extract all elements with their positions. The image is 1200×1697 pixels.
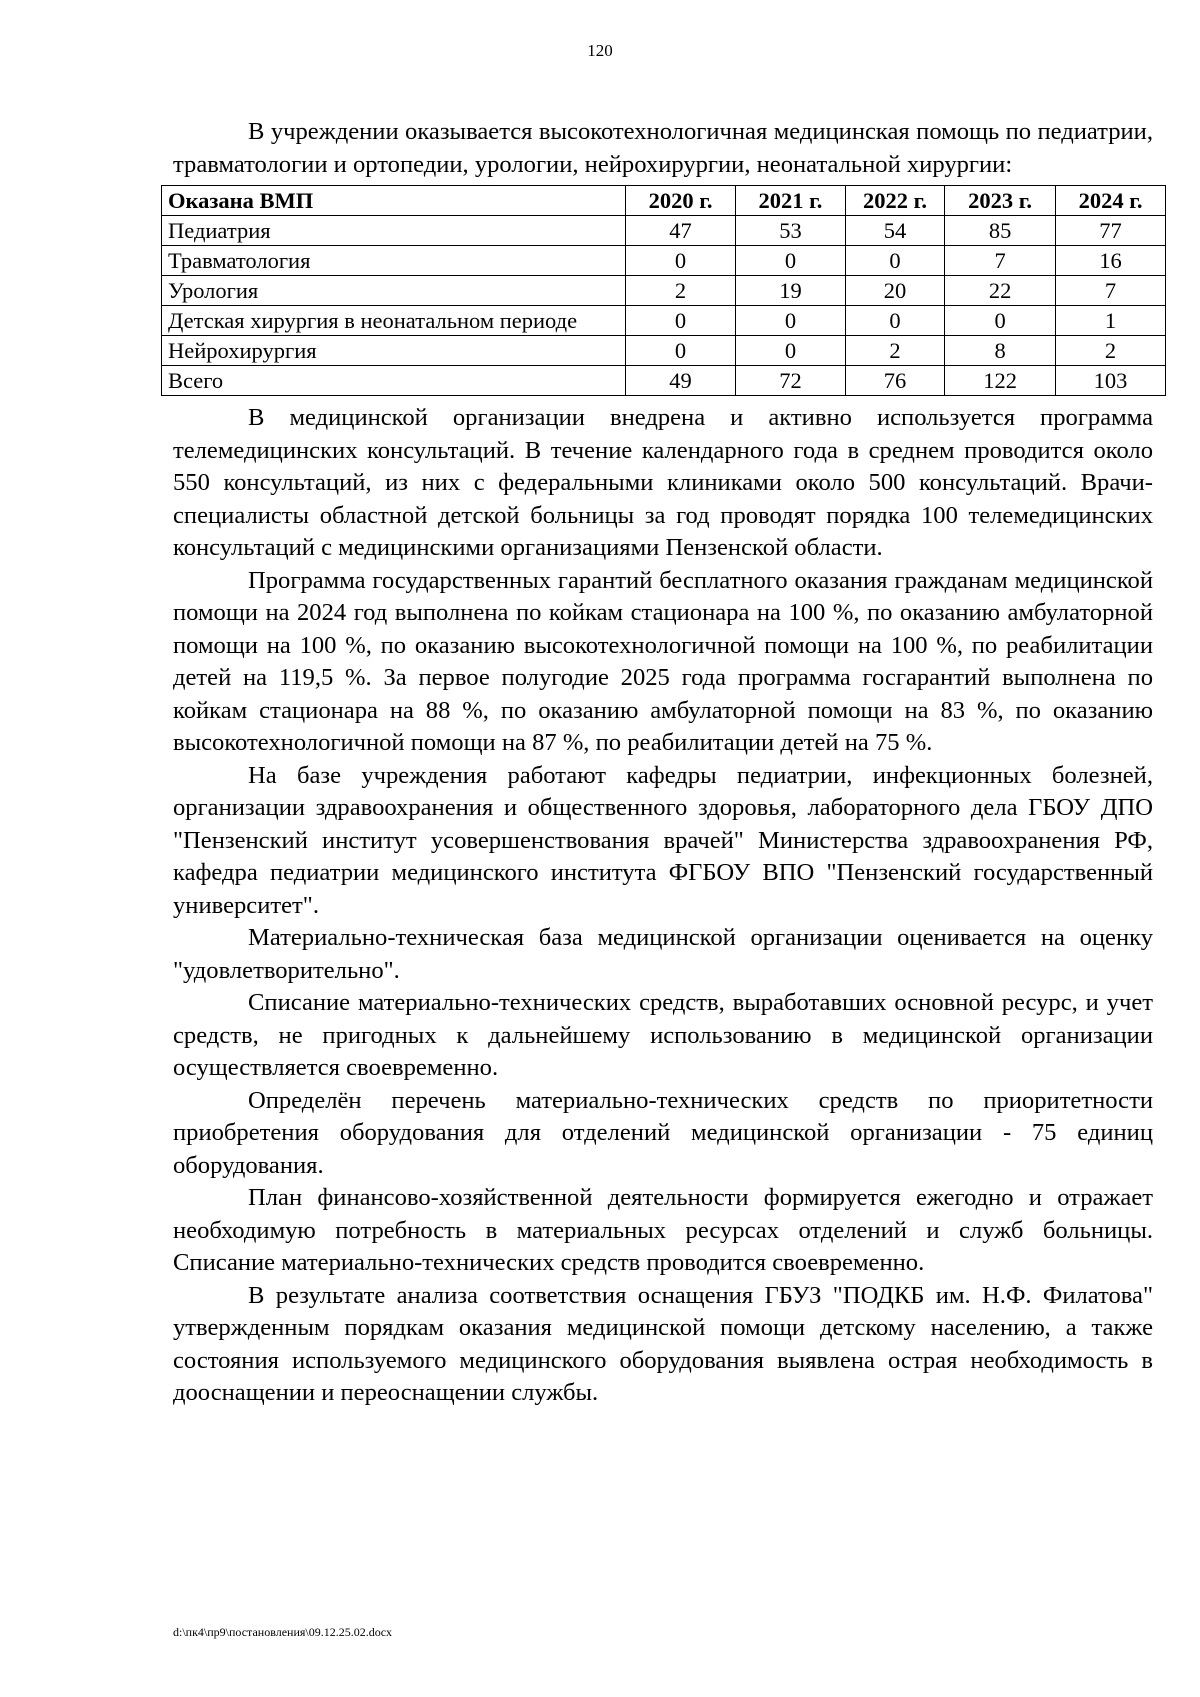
row-label: Урология	[162, 276, 626, 306]
table-cell: 2	[1056, 336, 1166, 366]
table-cell: 77	[1056, 216, 1166, 246]
row-label: Всего	[162, 366, 626, 396]
table-cell: 49	[626, 366, 736, 396]
file-path-footer: d:\пк4\пр9\постановления\09.12.25.02.docx	[173, 1625, 393, 1639]
table-row	[162, 306, 1166, 336]
table-cell: 53	[736, 216, 846, 246]
body-paragraph: Определён перечень материально-технических средств по приоритетности приобретения оборудования для отделений медицинской организации - 75 единиц оборудования.	[173, 1086, 1153, 1179]
table-header-cell: 2022 г.	[845, 186, 944, 216]
body-paragraph: Материально-техническая база медицинской организации оценивается на оценку "удовлетворительно".	[173, 924, 1153, 984]
table-cell: 1	[1056, 306, 1166, 336]
body-paragraph: Программа государственных гарантий бесплатного оказания гражданам медицинской помощи на 2024 год выполнена по койкам стационара на 100 %, по оказанию амбулаторной помощи на 100 %, по оказанию высокотехнологичной помощи на 100 %, по реабилитации детей на 119,5 %. За первое полугодие 2025 года программа госгарантий выполнена по койкам стационара на 88 %, по оказанию амбулаторной помощи на 83 %, по оказанию высокотехнологичной помощи на 87 %, по реабилитации детей на 75 %.	[173, 566, 1153, 756]
table-cell: 0	[626, 246, 736, 276]
table-cell: 8	[945, 336, 1056, 366]
table-header-cell: Оказана ВМП	[162, 186, 626, 216]
table-cell: 72	[736, 366, 846, 396]
row-label: Детская хирургия в неонатальном периоде	[162, 306, 626, 336]
row-label: Нейрохирургия	[162, 336, 626, 366]
body-paragraph: Списание материально-технических средств, выработавших основной ресурс, и учет средств, не пригодных к дальнейшему использованию в медицинской организации осуществляется своевременно.	[173, 989, 1153, 1081]
table-header-cell: 2023 г.	[945, 186, 1056, 216]
table-cell: 7	[1056, 276, 1166, 306]
table-header-cell: 2020 г.	[626, 186, 736, 216]
body-paragraph: В медицинской организации внедрена и активно используется программа телемедицинских консультаций. В течение календарного года в среднем проводится около 550 консультаций, из них с федеральными клиниками около 500 консультаций. Врачи-специалисты областной детской больницы за год проводят порядка 100 телемедицинских консультаций с медицинскими организациями Пензенской области.	[173, 404, 1153, 561]
intro-paragraph: В учреждении оказывается высокотехнологичная медицинская помощь по педиатрии, травматологии и ортопедии, урологии, нейрохирургии, неонатальной хирургии:	[173, 118, 1153, 178]
body-paragraph: В результате анализа соответствия оснащения ГБУЗ "ПОДКБ им. Н.Ф. Филатова" утвержденным порядкам оказания медицинской помощи детскому населению, а также состояния используемого медицинского оборудования выявлена острая необходимость в дооснащении и переоснащении службы.	[173, 1281, 1153, 1406]
table-header-row	[162, 186, 1166, 216]
table-row	[162, 336, 1166, 366]
table-cell: 19	[736, 276, 846, 306]
table-total-row	[162, 366, 1166, 396]
table-cell: 2	[626, 276, 736, 306]
body-paragraph: На базе учреждения работают кафедры педиатрии, инфекционных болезней, организации здравоохранения и общественного здоровья, лабораторного дела ГБОУ ДПО "Пензенский институт усовершенствования врачей" Министерства здравоохранения РФ, кафедра педиатрии медицинского института ФГБОУ ВПО "Пензенский государственный университет".	[173, 761, 1153, 919]
table-row	[162, 216, 1166, 246]
table-cell: 47	[626, 216, 736, 246]
row-label: Педиатрия	[162, 216, 626, 246]
page-number: 120	[587, 41, 613, 60]
table-cell: 2	[845, 336, 944, 366]
table-cell: 20	[845, 276, 944, 306]
vmp-table	[161, 185, 1166, 396]
table-cell: 0	[945, 306, 1056, 336]
table-cell: 16	[1056, 246, 1166, 276]
table-cell: 0	[736, 246, 846, 276]
table-header-cell: 2021 г.	[736, 186, 846, 216]
body-paragraph: План финансово-хозяйственной деятельности формируется ежегодно и отражает необходимую потребность в материальных ресурсах отделений и служб больницы. Списание материально-технических средств проводится своевременно.	[173, 1184, 1153, 1276]
table-cell: 7	[945, 246, 1056, 276]
table-cell: 0	[845, 246, 944, 276]
table-cell: 0	[626, 336, 736, 366]
row-label: Травматология	[162, 246, 626, 276]
table-header-cell: 2024 г.	[1056, 186, 1166, 216]
table-cell: 103	[1056, 366, 1166, 396]
document-body	[168, 116, 1153, 1410]
table-cell: 0	[626, 306, 736, 336]
table-cell: 122	[945, 366, 1056, 396]
table-cell: 0	[736, 306, 846, 336]
table-cell: 0	[845, 306, 944, 336]
table-cell: 0	[736, 336, 846, 366]
table-cell: 54	[845, 216, 944, 246]
table-cell: 76	[845, 366, 944, 396]
table-cell: 22	[945, 276, 1056, 306]
table-row	[162, 276, 1166, 306]
table-cell: 85	[945, 216, 1056, 246]
table-row	[162, 246, 1166, 276]
